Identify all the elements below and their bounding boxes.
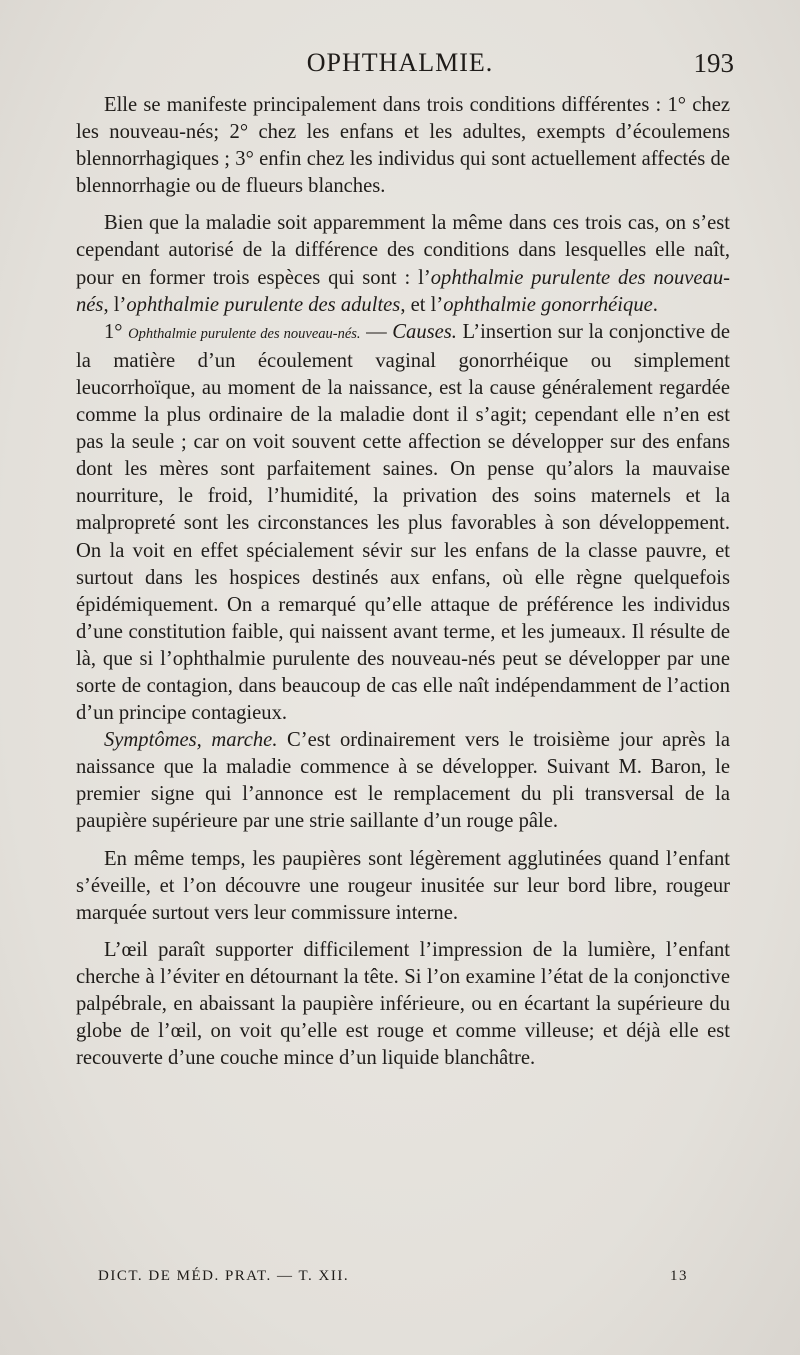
species-end: .	[652, 293, 658, 316]
signature-mark: 13	[670, 1268, 688, 1284]
running-foot: DICT. DE MÉD. PRAT. — T. XII.	[98, 1268, 350, 1284]
section-heading: Ophthalmie purulente des nouveau-nés.	[128, 325, 361, 342]
symptoms-heading: Symptômes, marche.	[104, 729, 278, 752]
page-body	[76, 92, 730, 1072]
species-adults: ophthalmie purulente des adultes	[126, 293, 401, 316]
paragraph-species	[76, 210, 730, 318]
running-title: OPHTHALMIE.	[306, 48, 494, 77]
paragraph-conditions: Elle se manifeste principalement dans trois conditions différentes : 1° chez les nouveau-nés; 2° chez les enfans et les adultes, exempts d’écoulemens blennorrhagiques ; 3° enfin chez les individus qui sont actuellement affectés de blennorrhagie ou de flueurs blanches.	[76, 94, 730, 198]
species-sep-1: , l’	[103, 293, 127, 316]
paragraph-light: L’œil paraît supporter difficilement l’impression de la lumière, l’enfant cherche à l’éviter en détournant la tête. Si l’on examine l’état de la conjonctive palpébrale, en abaissant la paupière inférieure, ou en écartant la supérieure du globe de l’œil, on voit qu’elle est rouge et comme villeuse; et déjà elle est recouverte d’une couche mince d’un liquide blanchâtre.	[76, 938, 730, 1070]
symptoms-text: C’est ordinairement vers le troisième jour après la naissance que la maladie commence à se développer. Suivant M. Baron, le premier signe qui l’annonce est le remplacement du pli transversal de la paupière supérieure par une strie saillante d’un rouge pâle.	[76, 729, 730, 833]
causes-text: L’insertion sur la conjonctive de la matière d’un écoulement vaginal gonorrhéique ou simplement leucorrhoïque, au moment de la naissance, est la cause généralement regardée comme la plus ordinaire de la maladie dont il s’agit; cependant elle n’en est pas la seule ; car on voit souvent cette affection se développer sur des enfans dont les mères sont parfaitement saines. On pense qu’alors la mauvaise nourriture, le froid, l’humidité, la privation des soins maternels et la malpropreté sont les circonstances les plus favorables à son développement. On la voit en effet spécialement sévir sur les enfans de la classe pauvre, et surtout dans les hospices destinés aux enfans, où elle règne quelquefois épidémiquement. On a remarqué qu’elle attaque de préférence les individus d’une constitution faible, qui naissent avant terme, et les jumeaux. Il résulte de là, que si l’ophthalmie purulente des nouveau-nés peut se développer par une sorte de contagion, dans beaucoup de cas elle naît indépendamment de l’action d’un principe contagieux.	[76, 320, 730, 725]
paragraph-causes	[76, 319, 730, 727]
paragraph-symptoms	[76, 727, 730, 835]
species-prefix-1: l’	[418, 266, 431, 289]
section-dash: —	[360, 320, 393, 343]
page-footer	[98, 1268, 688, 1292]
section-number: 1°	[104, 320, 123, 343]
species-newborn: ophthalmie purulente des nouveau-nés	[76, 266, 731, 316]
species-intro: Bien que la maladie soit apparemment la même dans ces trois cas, on s’est cependant autorisé de la différence des conditions dans lesquelles elle naît, pour en former trois espèces qui sont :	[76, 212, 730, 289]
species-sep-2: , et l’	[400, 293, 444, 316]
species-gonorrheic: ophthalmie gonorrhéique	[443, 293, 653, 316]
page-number: 193	[693, 48, 734, 78]
page-header	[0, 48, 800, 88]
causes-heading: Causes.	[392, 320, 457, 343]
paragraph-eyelids: En même temps, les paupières sont légèrement agglutinées quand l’enfant s’éveille, et l’on découvre une rougeur inusitée sur leur bord libre, rougeur marquée surtout vers leur commissure interne.	[76, 847, 730, 924]
